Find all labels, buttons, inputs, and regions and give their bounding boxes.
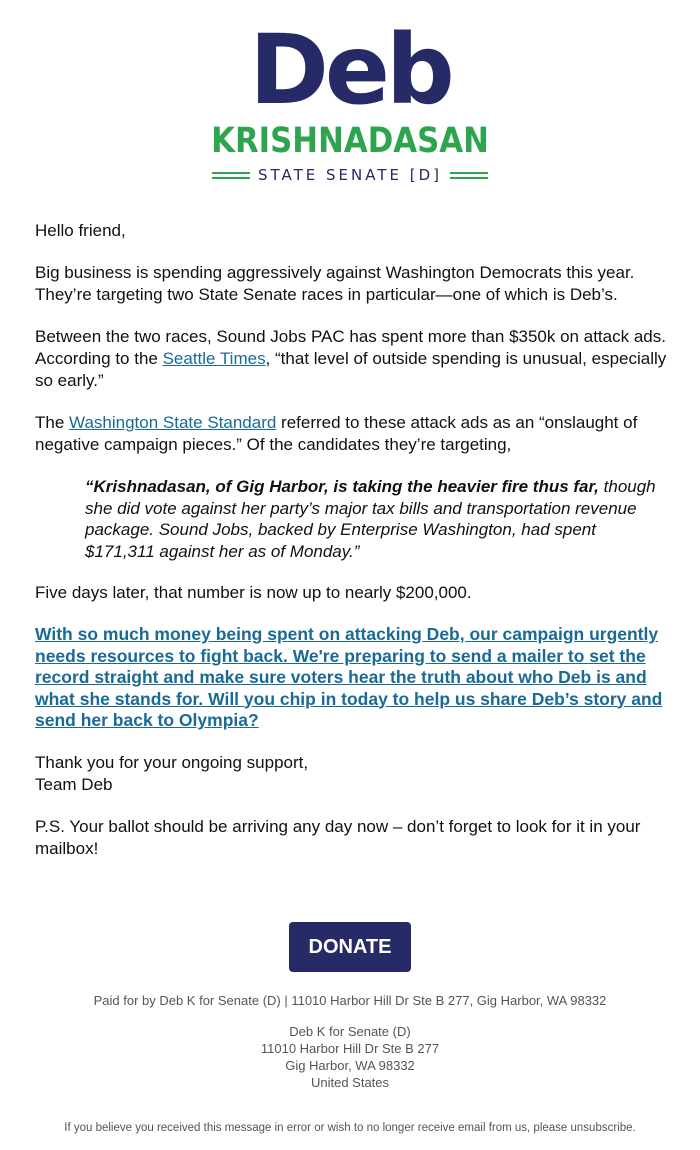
mailing-address	[0, 1023, 700, 1091]
address-line: Gig Harbor, WA 98332	[285, 1058, 415, 1073]
address-line: 11010 Harbor Hill Dr Ste B 277	[260, 1041, 440, 1056]
paragraph-big-business: Big business is spending aggressively against Washington Democrats this year. They’re targeting two State Senate races in particular—one of which is Deb’s.	[35, 263, 635, 304]
paid-for-disclaimer: Paid for by Deb K for Senate (D) | 11010 Harbor Hill Dr Ste B 277, Gig Harbor, WA 98332	[93, 993, 607, 1008]
quote-rest: though she did vote against her party’s major tax bills and transportation revenue package. Sound Jobs, backed by Enterprise Washington, had spent $171,311 against her as of Monday.”	[85, 477, 656, 561]
paragraph-standard	[35, 412, 670, 456]
paragraph-spending	[35, 326, 670, 392]
postscript: P.S. Your ballot should be arriving any day now – don’t forget to look for it in your mailbox!	[35, 816, 641, 858]
logo-office-row	[0, 166, 700, 184]
address-line: United States	[310, 1075, 390, 1090]
donation-cta-link[interactable]: With so much money being spent on attacking Deb, our campaign urgently needs resources to fight back. We're preparing to send a mailer to set the record straight and make sure voters hear the truth about who Deb is and what she stands for. Will you chip in today to help us share Deb’s story and send her back to Olympia?	[35, 624, 663, 730]
donate-container	[0, 922, 700, 972]
logo-office: STATE SENATE [D]	[257, 166, 442, 184]
logo-last-name: KRISHNADASAN	[211, 121, 489, 161]
p2-before: Between the two races, Sound Jobs PAC has spent more than $350k on attack ads. According to the	[35, 327, 666, 368]
paragraph-five-days: Five days later, that number is now up to nearly $200,000.	[35, 583, 472, 602]
closing-signature: Team Deb	[35, 774, 113, 794]
seattle-times-link[interactable]: Seattle Times	[162, 349, 266, 368]
greeting: Hello friend,	[35, 221, 126, 240]
logo-first-name: Deb	[249, 14, 451, 126]
logo-right-lines	[450, 172, 488, 179]
closing	[35, 752, 670, 796]
p2-after: , “that level of outside spending is unusual, especially so early.”	[35, 349, 667, 390]
washington-state-standard-link[interactable]: Washington State Standard	[69, 413, 277, 432]
news-quote	[35, 476, 670, 562]
campaign-logo	[0, 14, 700, 184]
address-line: Deb K for Senate (D)	[289, 1024, 411, 1039]
p3-before: The	[35, 413, 70, 432]
logo-left-lines	[212, 172, 250, 179]
unsubscribe-notice[interactable]: If you believe you received this message in error or wish to no longer receive email from us, please unsubscribe.	[64, 1122, 636, 1134]
p3-after: referred to these attack ads as an “onslaught of negative campaign pieces.” Of the candidates they’re targeting,	[35, 413, 638, 454]
closing-thanks: Thank you for your ongoing support,	[35, 752, 309, 772]
donate-button[interactable]: DONATE	[289, 922, 411, 972]
email-body	[35, 220, 670, 880]
quote-bold: “Krishnadasan, of Gig Harbor, is taking the heavier fire thus far,	[85, 477, 599, 496]
